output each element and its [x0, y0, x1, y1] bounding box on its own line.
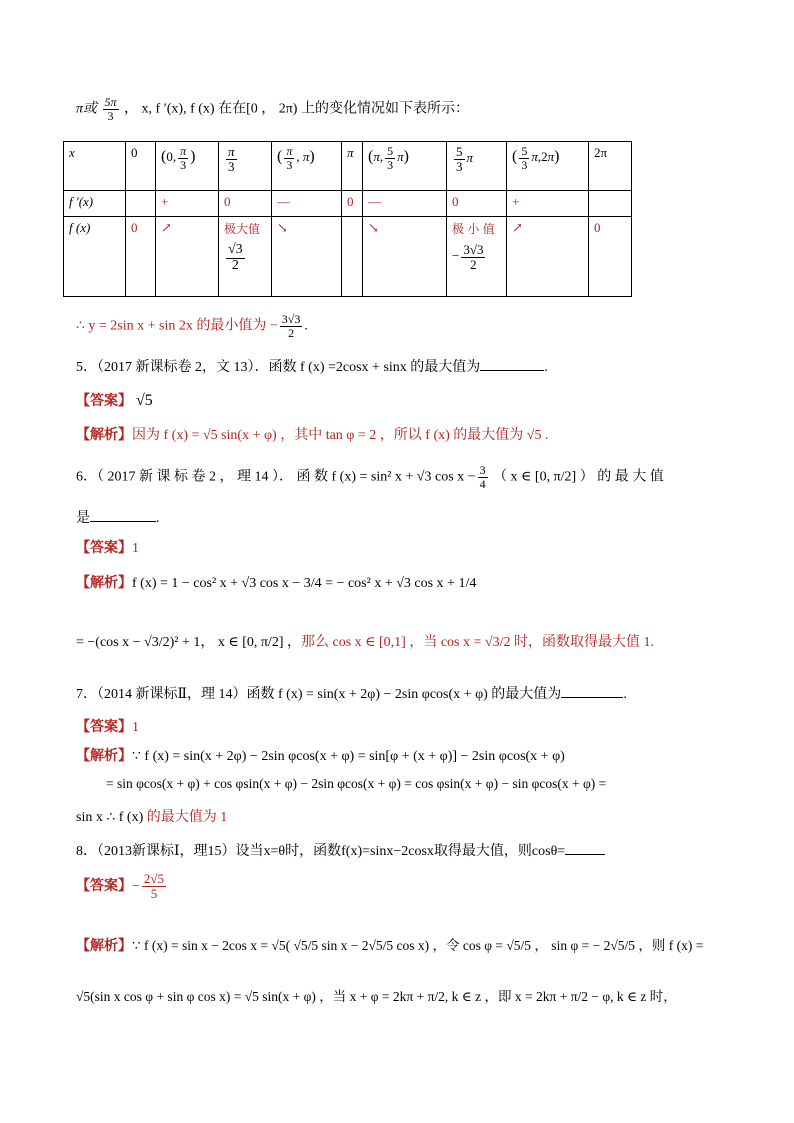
q5-analysis [76, 424, 548, 444]
q6-analysis-tag: 【解析】 [76, 574, 132, 590]
intro-line [76, 96, 469, 122]
q8-blank [565, 854, 605, 855]
q8-answer-num: 2√5 [143, 871, 165, 886]
table-row-f [64, 217, 632, 297]
cell-x-3: ( $\frac{\pi}{3}$ , π) [272, 142, 342, 191]
q7-answer-value: 1 [132, 720, 139, 735]
q5-answer [76, 390, 153, 410]
q5-analysis-tag: 【解析】 [76, 426, 132, 442]
q8-analysis-l2: √5(sin x cos φ + sin φ cos x) = √5 sin(x + φ) ，当 x + φ = 2kπ + π/2, k ∈ z ，即 x = 2kπ + π/2 − φ, k ∈ z 时， [76, 989, 677, 1004]
cell-f-8: 0 [589, 217, 632, 297]
row-label-fprime: f ′(x) [64, 191, 126, 217]
q6-analysis-line1 [76, 572, 476, 592]
max-num: √3 [228, 242, 243, 257]
q6-answer-value: 1 [132, 541, 139, 556]
cell-x-6: $\frac{5}{3}$ π [447, 142, 507, 191]
q6-answer-tag: 【答案】 [76, 539, 132, 555]
cell-x-1: (0, $\frac{\pi}{3}$ ) [156, 142, 219, 191]
q6-analysis-l2-black: = −(cos x − √3/2)² + 1， x ∈ [0, π/2] ， [76, 635, 301, 650]
cell-x-2: $\frac{\pi}{3}$ [219, 142, 272, 191]
q6-domain: （ x ∈ [0, π/2] ） 的 最 大 值 [493, 469, 664, 485]
cell-f-5: ↘ [363, 217, 447, 297]
q5-question: 5．（2017 新课标卷 2，文 13）．函数 f (x) =2cosx + sinx 的最大值为 . [76, 360, 548, 375]
cell-f-6: 极 小 值 − $\frac{3√3}{2}$ [447, 217, 507, 297]
q7-answer [76, 716, 139, 736]
q7-analysis-l3-red: 的最大值为 1 [143, 810, 228, 825]
cell-x-8: 2π [589, 142, 632, 191]
conclusion-text: ∴ y = 2sin x + sin 2x 的最小值为 − [76, 318, 278, 334]
q8-analysis-tag: 【解析】 [76, 937, 132, 953]
q6-question-text: 6．（ 2017 新 课 标 卷 2 ， 理 14 ）． 函 数 f (x) = sin² x + √3 cos x − [76, 469, 476, 485]
cell-f-7: ↗ [507, 217, 589, 297]
cell-x-7: ( $\frac{5}{3}$ π,2π) [507, 142, 589, 191]
q7-answer-tag: 【答案】 [76, 718, 132, 734]
q6-analysis-l2-red: 那么 cos x ∈ [0,1] ，当 cos x = √3/2 时，函数取得最大值 1. [300, 635, 654, 650]
table-row-x [64, 142, 632, 191]
max-label: 极大值 [224, 222, 261, 236]
q6-analysis-l1: f (x) = 1 − cos² x + √3 cos x − 3/4 = − cos² x + √3 cos x + 1/4 [132, 576, 477, 591]
cell-fp-2: 0 [219, 191, 272, 217]
conclusion-end: . [304, 318, 308, 334]
q5-answer-value: √5 [136, 392, 153, 409]
q7-analysis-l3-black: sin x ∴ f (x) [76, 810, 144, 825]
q7-analysis-line2 [106, 776, 606, 792]
cell-f-3: ↘ [272, 217, 342, 297]
q7-analysis-l2: = sin φcos(x + φ) + cos φsin(x + φ) − 2sin φcos(x + φ) = cos φsin(x + φ) − sin φcos(x + φ) = [106, 776, 607, 791]
cell-fp-4: 0 [342, 191, 363, 217]
q8-analysis-line2 [76, 985, 677, 1005]
row-label-x: x [64, 142, 126, 191]
table-row-fprime [64, 191, 632, 217]
conclusion-num: 3√3 [281, 312, 301, 326]
q6-frac-num: 3 [479, 463, 486, 477]
q6-question [76, 464, 664, 490]
row-label-f: f (x) [64, 217, 126, 297]
cell-f-1: ↗ [156, 217, 219, 297]
cell-f-2 [219, 217, 272, 297]
q7-analysis-line1 [76, 745, 565, 765]
cell-x-5: (π, $\frac{5}{3}$ π) [363, 142, 447, 191]
q7-analysis-tag: 【解析】 [76, 747, 132, 763]
q5-question-text: 5．（2017 新课标卷 2，文 13）．函数 f (x) =2cosx + sinx 的最大值为 [76, 360, 481, 375]
cell-fp-8 [589, 191, 632, 217]
q6-analysis-line2 [76, 631, 654, 651]
q8-answer [76, 872, 168, 900]
q7-question: 7．（2014 新课标Ⅱ，理 14）函数 f (x) = sin(x + 2φ) − 2sin φcos(x + φ) 的最大值为 . [76, 687, 627, 702]
q8-answer-den: 5 [150, 885, 158, 901]
min-num: 3√3 [463, 242, 484, 257]
cell-fp-7: + [507, 191, 589, 217]
cell-f-4 [342, 217, 363, 297]
q8-answer-tag: 【答案】 [76, 876, 132, 893]
cell-fp-6: 0 [447, 191, 507, 217]
q8-analysis-l1: ∵ f (x) = sin x − 2cos x = √5( √5/5 sin x − 2√5/5 cos x) ，令 cos φ = √5/5 ， sin φ = − 2√5/5 ，则 f (x) = [132, 938, 704, 953]
min-label: 极 小 值 [452, 222, 495, 236]
q6-line2: 是 [76, 511, 90, 526]
cell-f-0: 0 [126, 217, 156, 297]
q5-answer-tag: 【答案】 [76, 392, 132, 408]
q6-frac-den: 4 [479, 476, 486, 491]
min-den: 2 [470, 256, 477, 272]
q7-question-text: 7．（2014 新课标Ⅱ，理 14）函数 f (x) = sin(x + 2φ) − 2sin φcos(x + φ) 的最大值为 [76, 687, 562, 702]
intro-frac-den: 3 [107, 108, 114, 123]
cell-fp-0 [126, 191, 156, 217]
conclusion-line [76, 313, 308, 339]
intro-post: ， x, f ′(x), f (x) 在在[0 ， 2π) 上的变化情况如下表所示： [124, 101, 469, 117]
q8-answer-sign: − [132, 878, 140, 894]
q7-analysis-line3 [76, 806, 227, 826]
max-den: 2 [231, 257, 239, 273]
intro-pre: π或 [76, 101, 98, 117]
q5-analysis-text: 因为 f (x) = √5 sin(x + φ) ，其中 tan φ = 2 ，所以 f (x) 的最大值为 √5 . [132, 428, 549, 443]
variation-table [63, 141, 632, 297]
intro-fraction [103, 96, 119, 122]
cell-fp-3: — [272, 191, 342, 217]
q7-analysis-l1: ∵ f (x) = sin(x + 2φ) − 2sin φcos(x + φ) = sin[φ + (x + φ)] − 2sin φcos(x + φ) [132, 749, 565, 764]
cell-x-0: 0 [126, 142, 156, 191]
q7-blank [561, 697, 623, 698]
q8-analysis-line1 [76, 934, 703, 955]
q8-question [76, 840, 605, 860]
q6-blank [90, 521, 156, 522]
conclusion-den: 2 [288, 325, 295, 340]
cell-x-4: π [342, 142, 363, 191]
q6-question-line2: 是 . [76, 511, 160, 526]
q8-question-text: 8．（2013新课标Ⅰ，理15）设当x=θ时，函数f(x)=sinx−2cosx取得最大值，则cosθ= [76, 844, 566, 859]
q6-answer [76, 537, 139, 557]
cell-fp-5: — [363, 191, 447, 217]
cell-fp-1: + [156, 191, 219, 217]
q5-blank [480, 370, 544, 371]
intro-frac-num: 5π [104, 95, 117, 109]
